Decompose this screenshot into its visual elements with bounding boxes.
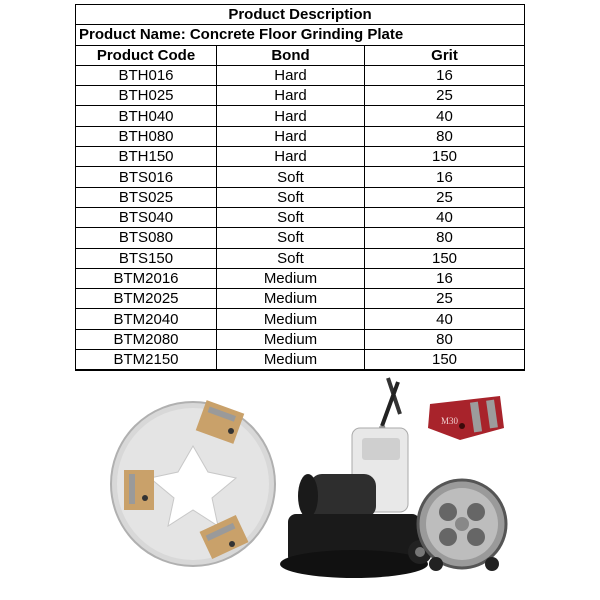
cell-grit: 150 bbox=[365, 350, 525, 371]
cell-code: BTM2040 bbox=[76, 309, 217, 329]
table-row bbox=[76, 268, 525, 288]
cell-grit: 80 bbox=[365, 329, 525, 349]
cell-code: BTH150 bbox=[76, 147, 217, 167]
table-title: Product Description bbox=[76, 5, 525, 25]
cell-grit: 40 bbox=[365, 309, 525, 329]
table-row bbox=[76, 350, 525, 371]
table-row bbox=[76, 126, 525, 146]
table-row bbox=[76, 86, 525, 106]
cell-code: BTM2150 bbox=[76, 350, 217, 371]
cell-grit: 16 bbox=[365, 65, 525, 85]
grinding-plate-image bbox=[111, 400, 275, 566]
table-row bbox=[76, 228, 525, 248]
cell-bond: Soft bbox=[217, 167, 365, 187]
cell-bond: Soft bbox=[217, 187, 365, 207]
segment-label: M30 bbox=[441, 416, 459, 426]
cell-bond: Hard bbox=[217, 126, 365, 146]
cell-grit: 25 bbox=[365, 289, 525, 309]
table-row bbox=[76, 289, 525, 309]
cell-code: BTM2080 bbox=[76, 329, 217, 349]
cell-code: BTS025 bbox=[76, 187, 217, 207]
cell-bond: Medium bbox=[217, 289, 365, 309]
cell-bond: Medium bbox=[217, 329, 365, 349]
cell-code: BTS040 bbox=[76, 207, 217, 227]
table-row bbox=[76, 147, 525, 167]
cell-code: BTH040 bbox=[76, 106, 217, 126]
table-row bbox=[76, 309, 525, 329]
table-row bbox=[76, 329, 525, 349]
product-name: Product Name: Concrete Floor Grinding Plate bbox=[76, 25, 525, 45]
diamond-segment-image bbox=[428, 396, 504, 440]
cell-code: BTM2025 bbox=[76, 289, 217, 309]
cell-code: BTS080 bbox=[76, 228, 217, 248]
cell-code: BTH016 bbox=[76, 65, 217, 85]
cell-grit: 16 bbox=[365, 167, 525, 187]
cell-bond: Hard bbox=[217, 147, 365, 167]
cell-code: BTS016 bbox=[76, 167, 217, 187]
product-description-table bbox=[75, 4, 525, 371]
cell-grit: 80 bbox=[365, 228, 525, 248]
cell-grit: 80 bbox=[365, 126, 525, 146]
grinder-underside-image bbox=[418, 480, 506, 571]
table-row bbox=[76, 187, 525, 207]
cell-bond: Hard bbox=[217, 65, 365, 85]
cell-bond: Medium bbox=[217, 268, 365, 288]
cell-grit: 25 bbox=[365, 187, 525, 207]
cell-grit: 150 bbox=[365, 147, 525, 167]
cell-bond: Hard bbox=[217, 86, 365, 106]
cell-grit: 40 bbox=[365, 106, 525, 126]
cell-code: BTH025 bbox=[76, 86, 217, 106]
cell-code: BTS150 bbox=[76, 248, 217, 268]
cell-bond: Soft bbox=[217, 228, 365, 248]
header-product-code: Product Code bbox=[76, 45, 217, 65]
product-photos bbox=[100, 374, 510, 596]
table-row bbox=[76, 65, 525, 85]
cell-code: BTM2016 bbox=[76, 268, 217, 288]
product-illustration bbox=[100, 374, 510, 596]
cell-bond: Soft bbox=[217, 207, 365, 227]
header-bond: Bond bbox=[217, 45, 365, 65]
cell-bond: Hard bbox=[217, 106, 365, 126]
cell-grit: 150 bbox=[365, 248, 525, 268]
cell-bond: Soft bbox=[217, 248, 365, 268]
cell-grit: 40 bbox=[365, 207, 525, 227]
floor-grinder-image bbox=[280, 378, 432, 578]
table-row bbox=[76, 167, 525, 187]
cell-grit: 25 bbox=[365, 86, 525, 106]
table-row bbox=[76, 248, 525, 268]
table-row bbox=[76, 106, 525, 126]
table-row bbox=[76, 207, 525, 227]
cell-grit: 16 bbox=[365, 268, 525, 288]
cell-bond: Medium bbox=[217, 309, 365, 329]
cell-bond: Medium bbox=[217, 350, 365, 371]
header-grit: Grit bbox=[365, 45, 525, 65]
cell-code: BTH080 bbox=[76, 126, 217, 146]
